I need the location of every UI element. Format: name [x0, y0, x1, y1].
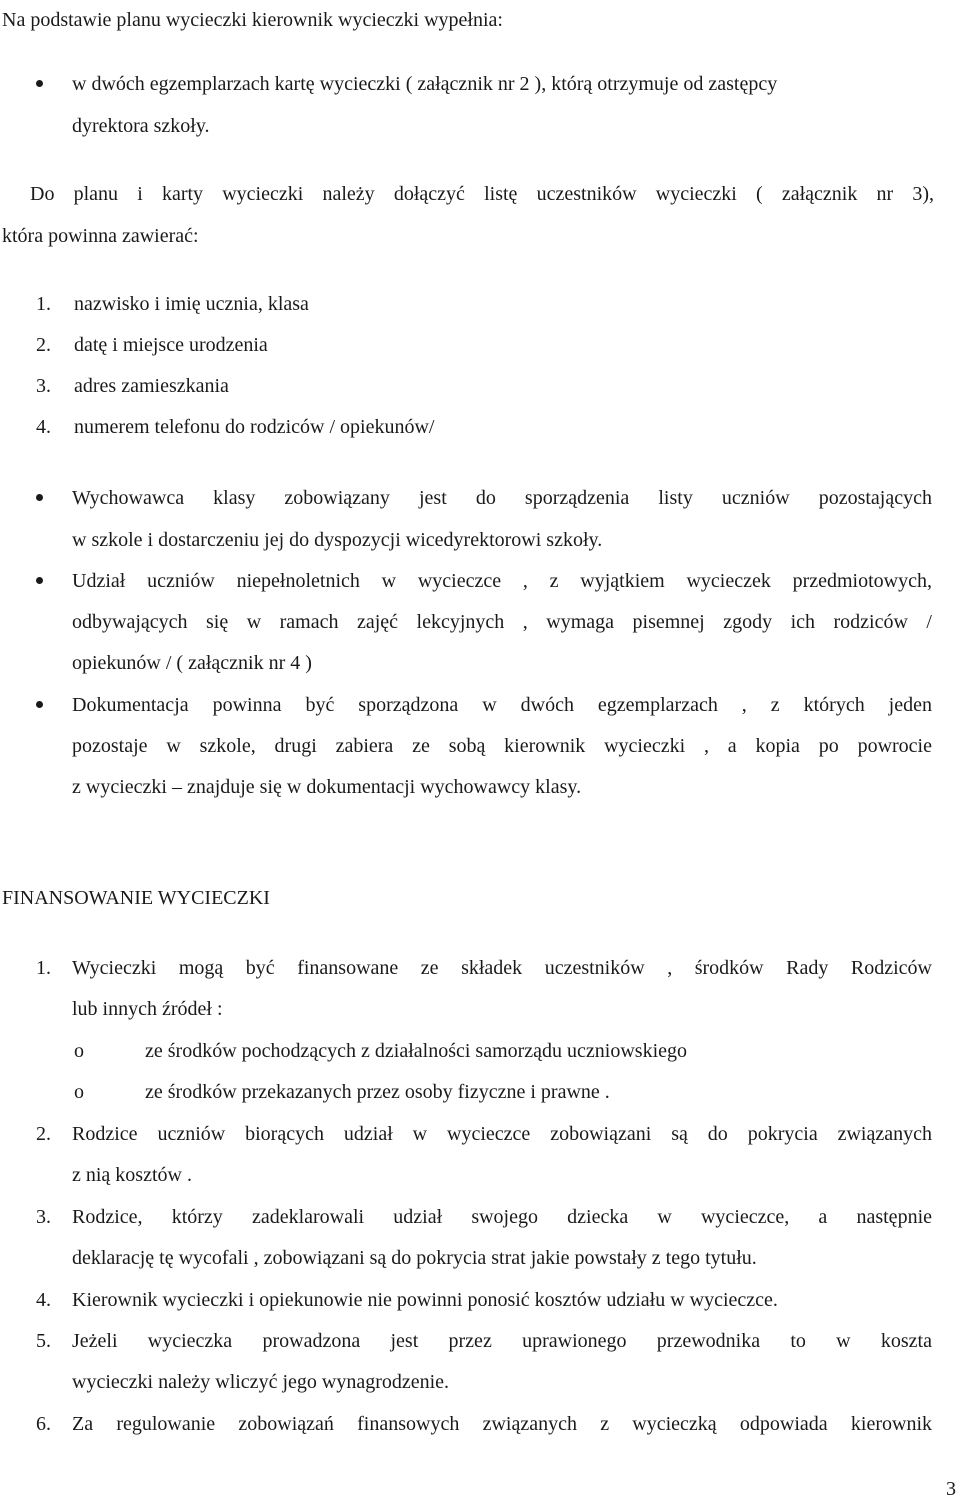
finance-item-num: 2. — [36, 1123, 51, 1145]
bullet-text-line: Dokumentacja powinna być sporządzona w dwóch egzemplarzach , z których jeden — [72, 694, 932, 716]
bullet-text-line: Udział uczniów niepełnoletnich w wycieczce , z wyjątkiem wycieczek przedmiotowych, — [72, 570, 932, 592]
finance-item-line: deklarację tę wycofali , zobowiązani są do pokrycia strat jakie powstały z tego tytułu. — [72, 1247, 757, 1269]
bullet-text-line: Wychowawca klasy zobowiązany jest do sporządzenia listy uczniów pozostających — [72, 487, 932, 509]
finance-item-num: 3. — [36, 1206, 51, 1228]
section-heading: FINANSOWANIE WYCIECZKI — [2, 887, 270, 909]
sub-list-marker: o — [74, 1040, 84, 1062]
finance-item-num: 5. — [36, 1330, 51, 1352]
finance-item-line: wycieczki należy wliczyć jego wynagrodzenie. — [72, 1371, 450, 1393]
finance-item-line: lub innych źródeł : — [72, 998, 223, 1020]
bullet-marker — [36, 80, 43, 87]
bullet-text-line: odbywających się w ramach zajęć lekcyjnych , wymaga pisemnej zgody ich rodziców / — [72, 611, 932, 633]
finance-item-line: Wycieczki mogą być finansowane ze składek uczestników , środków Rady Rodziców — [72, 957, 932, 979]
bullet-text-line: pozostaje w szkole, drugi zabiera ze sobą kierownik wycieczki , a kopia po powrocie — [72, 735, 932, 757]
bullet-text-line: opiekunów / ( załącznik nr 4 ) — [72, 652, 312, 674]
participants-paragraph-line2: która powinna zawierać: — [2, 225, 199, 247]
participants-item-num: 1. — [36, 293, 51, 315]
finance-item-line: z nią kosztów . — [72, 1164, 192, 1186]
sub-list-marker: o — [74, 1081, 84, 1103]
participants-item-num: 3. — [36, 375, 51, 397]
intro-heading: Na podstawie planu wycieczki kierownik wycieczki wypełnia: — [2, 9, 503, 31]
finance-item-num: 4. — [36, 1289, 51, 1311]
bullet-text-line: z wycieczki – znajduje się w dokumentacji wychowawcy klasy. — [72, 776, 582, 798]
participants-item-num: 2. — [36, 334, 51, 356]
finance-item-num: 1. — [36, 957, 51, 979]
participants-item-text: nazwisko i imię ucznia, klasa — [74, 293, 309, 315]
sub-list-item: ze środków przekazanych przez osoby fizyczne i prawne . — [145, 1081, 610, 1103]
participants-item-text: datę i miejsce urodzenia — [74, 334, 268, 356]
finance-item-line: Za regulowanie zobowiązań finansowych związanych z wycieczką odpowiada kierownik — [72, 1413, 932, 1435]
finance-item-num: 6. — [36, 1413, 51, 1435]
finance-item-line: Jeżeli wycieczka prowadzona jest przez uprawionego przewodnika to w koszta — [72, 1330, 932, 1352]
bullet-marker — [36, 701, 43, 708]
intro-bullet-line2: dyrektora szkoły. — [72, 115, 210, 137]
finance-item-line: Kierownik wycieczki i opiekunowie nie powinni ponosić kosztów udziału w wycieczce. — [72, 1289, 778, 1311]
bullet-marker — [36, 494, 43, 501]
participants-paragraph-line1: Do planu i karty wycieczki należy dołączyć listę uczestników wycieczki ( załącznik nr 3), — [30, 183, 934, 205]
sub-list-item: ze środków pochodzących z działalności samorządu uczniowskiego — [145, 1040, 688, 1062]
intro-bullet-line1: w dwóch egzemplarzach kartę wycieczki ( załącznik nr 2 ), którą otrzymuje od zastępcy — [72, 73, 778, 95]
bullet-marker — [36, 577, 43, 584]
bullet-text-line: w szkole i dostarczeniu jej do dyspozycji wicedyrektorowi szkoły. — [72, 529, 603, 551]
page-number: 3 — [946, 1478, 956, 1500]
finance-item-line: Rodzice, którzy zadeklarowali udział swojego dziecka w wycieczce, a następnie — [72, 1206, 932, 1228]
participants-item-text: numerem telefonu do rodziców / opiekunów/ — [74, 416, 435, 438]
participants-item-num: 4. — [36, 416, 51, 438]
participants-item-text: adres zamieszkania — [74, 375, 229, 397]
finance-item-line: Rodzice uczniów biorących udział w wycieczce zobowiązani są do pokrycia związanych — [72, 1123, 932, 1145]
